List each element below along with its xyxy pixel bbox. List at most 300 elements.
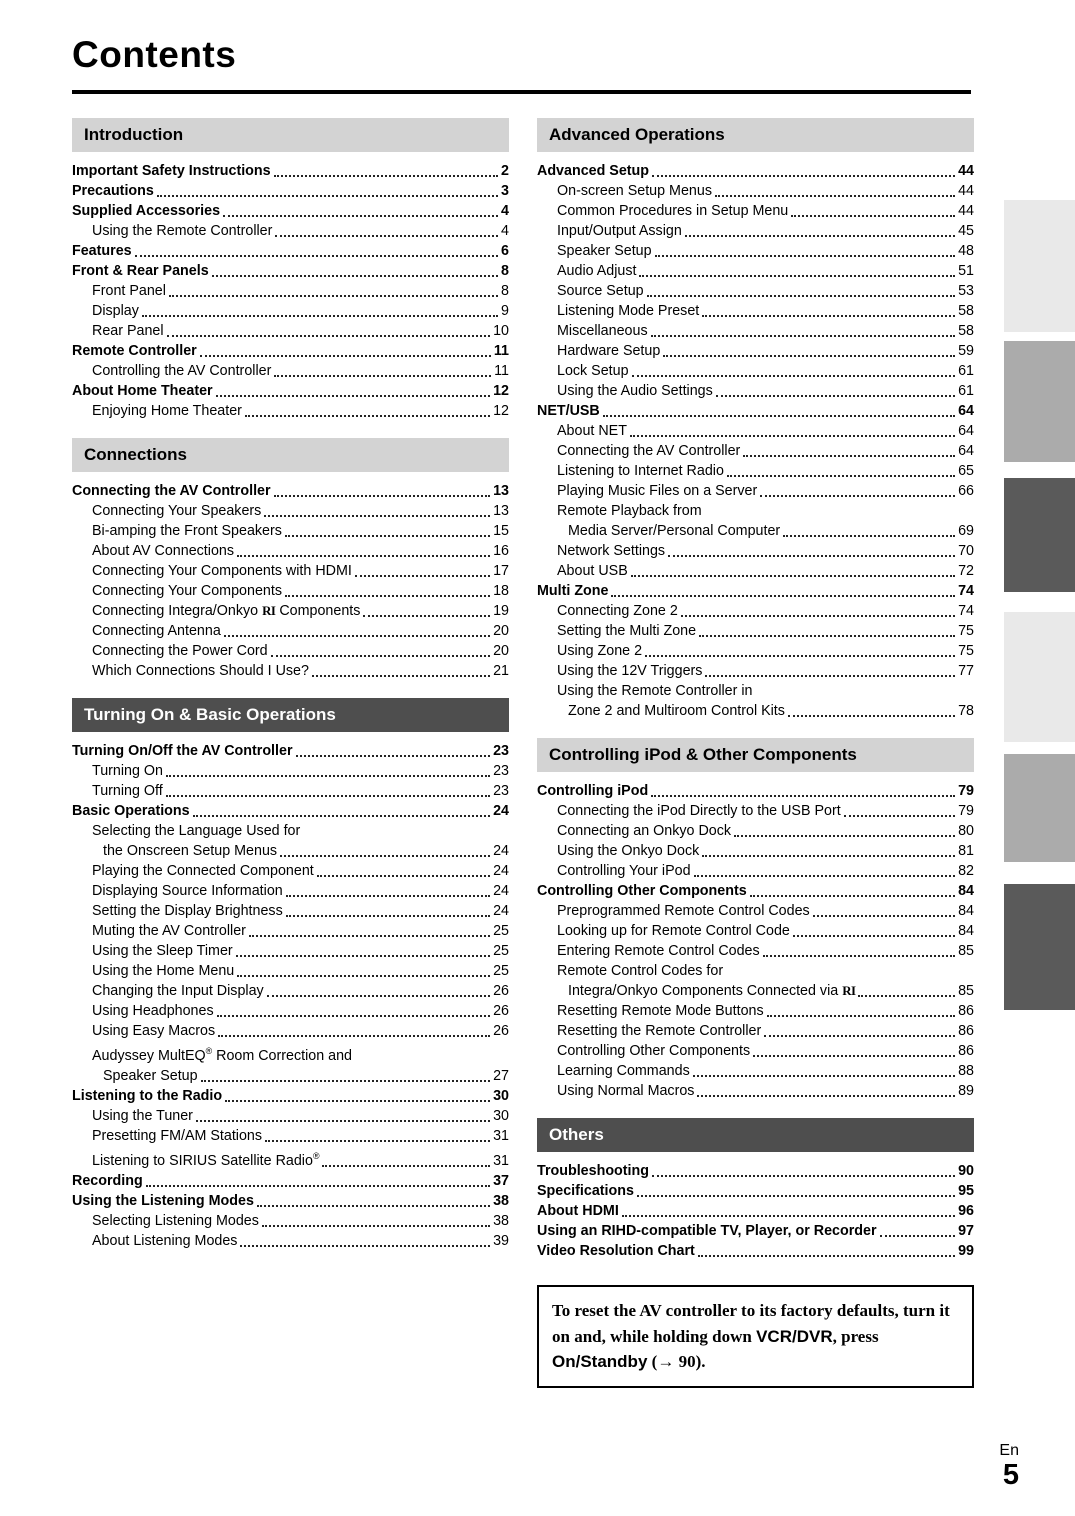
toc-entry-text: Important Safety Instructions: [72, 163, 271, 179]
toc-entry: [72, 341, 509, 361]
toc-entry: [72, 641, 509, 661]
toc-entry: [537, 1061, 974, 1081]
toc-entry-text: Connecting Your Components: [92, 583, 282, 599]
toc-entry: [537, 621, 974, 641]
toc-leader-dots: [363, 615, 490, 617]
toc-page-number: 24: [493, 863, 509, 879]
toc-entry: [537, 1041, 974, 1061]
toc-page-number: 10: [493, 323, 509, 339]
side-tab: [1004, 754, 1075, 862]
toc-page-number: 45: [958, 223, 974, 239]
toc-entry-text: Selecting Listening Modes: [92, 1212, 259, 1229]
toc-entry-text: Preprogrammed Remote Control Codes: [557, 903, 810, 919]
toc-entry-text: Listening to Internet Radio: [557, 463, 724, 479]
toc-page-number: 17: [493, 563, 509, 579]
toc-leader-dots: [880, 1235, 956, 1237]
toc-entry-text: Controlling iPod: [537, 783, 649, 799]
toc-leader-dots: [257, 1205, 490, 1207]
toc-page-number: 25: [493, 943, 509, 959]
toc-leader-dots: [697, 1095, 955, 1097]
toc-entry: [537, 601, 974, 621]
toc-leader-dots: [760, 495, 955, 497]
toc-entry-text: Multi Zone: [537, 583, 609, 599]
toc-entry: [537, 1081, 974, 1101]
toc-entry: [537, 481, 974, 501]
toc-entry-text: Speaker Setup: [557, 243, 652, 259]
toc-leader-dots: [699, 635, 955, 637]
toc-section: [537, 738, 974, 1101]
toc-page-number: 25: [493, 963, 509, 979]
toc-leader-dots: [734, 835, 955, 837]
toc-leader-dots: [274, 495, 491, 497]
toc-page-number: 3: [501, 183, 509, 199]
toc-entry-text: Precautions: [72, 183, 154, 199]
toc-leader-dots: [285, 535, 490, 537]
toc-entry: [72, 1231, 509, 1251]
toc-page-number: 23: [493, 743, 509, 759]
toc-entry: [72, 201, 509, 221]
toc-entry-text: the Onscreen Setup Menus: [103, 843, 278, 859]
toc-leader-dots: [262, 1225, 490, 1227]
toc-leader-dots: [264, 515, 490, 517]
toc-entry: [72, 961, 509, 981]
toc-leader-dots: [237, 555, 490, 557]
toc-leader-dots: [223, 215, 498, 217]
toc-page-number: 58: [958, 303, 974, 319]
toc-entry-text: Looking up for Remote Control Code: [557, 923, 790, 939]
toc-entry: [72, 561, 509, 581]
toc-entry: [72, 401, 509, 421]
toc-entry-text: Muting the AV Controller: [92, 923, 246, 939]
toc-entry: [72, 521, 509, 541]
toc-entry-text: Using Headphones: [92, 1003, 214, 1019]
toc-leader-dots: [218, 1035, 490, 1037]
toc-entry: [72, 1086, 509, 1106]
toc-leader-dots: [685, 235, 955, 237]
toc-entry: [72, 861, 509, 881]
toc-page-number: 84: [958, 923, 974, 939]
toc-leader-dots: [698, 1255, 955, 1257]
toc-entry-text: Turning On/Off the AV Controller: [72, 743, 293, 759]
toc-entry: [537, 261, 974, 281]
toc-leader-dots: [655, 255, 956, 257]
toc-page-number: 53: [958, 283, 974, 299]
toc-leader-dots: [249, 935, 490, 937]
toc-leader-dots: [793, 935, 955, 937]
note-text: To reset the AV controller to its factory defaults, turn it on and, while holding down: [552, 1301, 950, 1346]
toc-page-number: 24: [493, 843, 509, 859]
toc-leader-dots: [274, 175, 498, 177]
toc-leader-dots: [196, 1120, 490, 1122]
toc-entry: [72, 301, 509, 321]
toc-entry-text: About HDMI: [537, 1203, 619, 1219]
toc-entry: [72, 281, 509, 301]
toc-entry-text: Advanced Setup: [537, 163, 650, 179]
toc-leader-dots: [663, 355, 955, 357]
toc-entry: [72, 981, 509, 1001]
toc-page-number: 37: [493, 1172, 509, 1189]
toc-leader-dots: [296, 755, 491, 757]
note-text: , press: [832, 1326, 879, 1346]
toc-entry: [72, 841, 509, 861]
toc-page-number: 95: [958, 1183, 974, 1199]
toc-page-number: 39: [493, 1232, 509, 1249]
toc-page-number: 18: [493, 583, 509, 599]
toc-entry-text: Integra/Onkyo Components Connected via RI: [568, 983, 856, 999]
toc-page-number: 97: [958, 1223, 974, 1239]
toc-leader-dots: [142, 315, 498, 317]
toc-leader-dots: [267, 995, 490, 997]
toc-entry: [72, 581, 509, 601]
toc-page-number: 30: [493, 1087, 509, 1104]
toc-entry: [72, 901, 509, 921]
toc-page-number: 13: [493, 503, 509, 519]
toc-entry-wrap-line: Audyssey MultEQ® Room Correction and: [92, 1046, 353, 1064]
toc-section: [537, 118, 974, 721]
toc-entry: [537, 361, 974, 381]
toc-entry-wrap-line: Remote Control Codes for: [557, 963, 724, 979]
toc-entry: [72, 241, 509, 261]
toc-entry-text: Enjoying Home Theater: [92, 403, 242, 419]
toc-page-number: 11: [493, 343, 509, 359]
toc-leader-dots: [763, 955, 955, 957]
toc-page-number: 88: [958, 1063, 974, 1079]
section-header: Advanced Operations: [537, 118, 974, 152]
toc-page-number: 12: [493, 403, 509, 419]
toc-entry-text: Listening Mode Preset: [557, 303, 700, 319]
toc-page-number: 11: [494, 363, 509, 379]
toc-page-number: 24: [493, 803, 509, 819]
toc-leader-dots: [637, 1195, 955, 1197]
toc-entry-text: Common Procedures in Setup Menu: [557, 203, 789, 219]
toc-entry: [537, 981, 974, 1001]
toc-entry: [537, 641, 974, 661]
toc-entry: [72, 1021, 509, 1041]
toc-leader-dots: [224, 635, 490, 637]
toc-entry: [537, 181, 974, 201]
toc-page-number: 26: [493, 1003, 509, 1019]
toc-page-number: 26: [493, 983, 509, 999]
toc-entry: [72, 1146, 509, 1171]
toc-entry-text: Features: [72, 243, 132, 259]
section-header: Others: [537, 1118, 974, 1152]
toc-leader-dots: [767, 1015, 955, 1017]
toc-entry-text: Connecting an Onkyo Dock: [557, 823, 732, 839]
toc-page-number: 96: [958, 1203, 974, 1219]
toc-page-number: 51: [958, 263, 974, 279]
toc-entry: [72, 1211, 509, 1231]
toc-entry-text: Connecting Integra/Onkyo RI Components: [92, 603, 361, 619]
toc-entry: [72, 1001, 509, 1021]
toc-leader-dots: [727, 475, 955, 477]
toc-entry-text: Which Connections Should I Use?: [92, 663, 309, 679]
toc-page-number: 86: [958, 1023, 974, 1039]
toc-entry: [537, 881, 974, 901]
side-tab: [1004, 200, 1075, 332]
toc-page-number: 59: [958, 343, 974, 359]
toc-page-number: 75: [958, 623, 974, 639]
toc-entry-text: Zone 2 and Multiroom Control Kits: [568, 703, 785, 719]
toc-entry-text: Presetting FM/AM Stations: [92, 1127, 263, 1144]
toc-leader-dots: [639, 275, 955, 277]
note-button-label: VCR/DVR: [756, 1326, 833, 1346]
toc-page-number: 69: [958, 523, 974, 539]
side-tab: [1004, 612, 1075, 742]
toc-entry-text: About USB: [557, 563, 628, 579]
toc-entry: [537, 1201, 974, 1221]
toc-entry-text: Setting the Multi Zone: [557, 623, 697, 639]
toc-page-number: 74: [958, 603, 974, 619]
toc-leader-dots: [236, 955, 490, 957]
toc-leader-dots: [622, 1215, 955, 1217]
toc-page-number: 23: [493, 763, 509, 779]
toc-section: [537, 1118, 974, 1261]
page-footer: [999, 1442, 1019, 1490]
toc-entry-text: Connecting Your Components with HDMI: [92, 563, 352, 579]
toc-leader-dots: [611, 595, 955, 597]
toc-entry-text: Turning On: [92, 763, 163, 779]
toc-page-number: 24: [493, 903, 509, 919]
toc-entry-wrap-line: Remote Playback from: [557, 503, 702, 519]
toc-entry: [537, 1021, 974, 1041]
toc-entry-text: About Listening Modes: [92, 1232, 238, 1249]
toc-entry-text: Controlling Other Components: [557, 1043, 751, 1059]
toc-entry: [72, 941, 509, 961]
toc-page-number: 23: [493, 783, 509, 799]
toc-entry-text: Basic Operations: [72, 803, 190, 819]
toc-leader-dots: [240, 1245, 490, 1247]
note-button-label: On/Standby: [552, 1352, 648, 1371]
toc-page-number: 8: [501, 263, 509, 279]
toc-entry: [72, 881, 509, 901]
toc-entry: [72, 741, 509, 761]
toc-leader-dots: [285, 595, 490, 597]
toc-page-number: 86: [958, 1003, 974, 1019]
toc-page-number: 65: [958, 463, 974, 479]
toc-leader-dots: [668, 555, 955, 557]
toc-leader-dots: [694, 875, 956, 877]
toc-page-number: 9: [501, 303, 509, 319]
toc-page-number: 89: [958, 1083, 974, 1099]
toc-section: [72, 118, 509, 421]
toc-entry: [72, 161, 509, 181]
toc-page-number: 81: [958, 843, 974, 859]
toc-entry-text: Controlling Your iPod: [557, 863, 691, 879]
toc-entry: [72, 181, 509, 201]
toc-entry-text: NET/USB: [537, 403, 600, 419]
toc-entry-text: Troubleshooting: [537, 1163, 649, 1179]
toc-leader-dots: [743, 455, 955, 457]
toc-entry-text: Audio Adjust: [557, 263, 637, 279]
toc-entry: [537, 201, 974, 221]
section-header: Connections: [72, 438, 509, 472]
toc-leader-dots: [715, 195, 955, 197]
toc-leader-dots: [271, 655, 490, 657]
toc-entry-text: Displaying Source Information: [92, 883, 283, 899]
toc-entry-text: Connecting the AV Controller: [557, 443, 741, 459]
toc-page-number: 27: [493, 1067, 509, 1084]
toc-entry-text: Controlling the AV Controller: [92, 363, 272, 379]
toc-page-number: 99: [958, 1243, 974, 1259]
ri-logo: RI: [262, 604, 276, 618]
toc-entry-text: Connecting the AV Controller: [72, 483, 271, 499]
toc-entry: [537, 1161, 974, 1181]
toc-entry-text: Using the Tuner: [92, 1107, 193, 1124]
toc-page-number: 31: [493, 1127, 509, 1144]
toc-page-number: 12: [493, 383, 509, 399]
toc-entry-text: Using an RIHD-compatible TV, Player, or Recorder: [537, 1223, 877, 1239]
toc-leader-dots: [705, 675, 955, 677]
toc-entry-text: Using the Remote Controller: [92, 223, 273, 239]
toc-entry-text: Changing the Input Display: [92, 983, 264, 999]
toc-leader-dots: [322, 1165, 490, 1167]
toc-page-number: 64: [958, 403, 974, 419]
toc-entry: [537, 301, 974, 321]
toc-entry: [72, 761, 509, 781]
toc-leader-dots: [355, 575, 490, 577]
toc-leader-dots: [631, 575, 955, 577]
toc-entry: [537, 781, 974, 801]
toc-leader-dots: [146, 1185, 490, 1187]
toc-entry-text: Playing the Connected Component: [92, 863, 314, 879]
toc-entry: [72, 1106, 509, 1126]
toc-page-number: 31: [493, 1152, 509, 1169]
toc-page-number: 38: [493, 1192, 509, 1209]
toc-entry-text: Connecting the iPod Directly to the USB Port: [557, 803, 841, 819]
toc-column-right: [537, 118, 974, 1388]
toc-page-number: 61: [958, 363, 974, 379]
toc-leader-dots: [286, 915, 490, 917]
toc-entry: [537, 221, 974, 241]
toc-page-number: 82: [958, 863, 974, 879]
toc-page-number: 25: [493, 923, 509, 939]
toc-page-number: 61: [958, 383, 974, 399]
toc-leader-dots: [193, 815, 491, 817]
toc-entry-text: Remote Controller: [72, 343, 197, 359]
toc-entry-text: Front & Rear Panels: [72, 263, 209, 279]
toc-page-number: 16: [493, 543, 509, 559]
toc-entry-text: Connecting Your Speakers: [92, 503, 262, 519]
toc-entry-text: Using Zone 2: [557, 643, 643, 659]
toc-entry-text: Controlling Other Components: [537, 883, 747, 899]
toc-entry: [72, 501, 509, 521]
toc-leader-dots: [783, 535, 955, 537]
toc-leader-dots: [652, 175, 955, 177]
toc-entry-text: Resetting the Remote Controller: [557, 1023, 762, 1039]
toc-entry: [72, 781, 509, 801]
toc-leader-dots: [844, 815, 955, 817]
toc-page-number: 38: [493, 1212, 509, 1229]
toc-entry-text: Listening to SIRIUS Satellite Radio®: [92, 1150, 320, 1169]
toc-page-number: 30: [493, 1107, 509, 1124]
toc-entry: [72, 261, 509, 281]
toc-entry: [537, 281, 974, 301]
toc-leader-dots: [312, 675, 490, 677]
toc-entry: [537, 541, 974, 561]
toc-page-number: 66: [958, 483, 974, 499]
footer-language: En: [999, 1441, 1019, 1459]
toc-leader-dots: [652, 1175, 955, 1177]
toc-page-number: 78: [958, 703, 974, 719]
toc-page-number: 86: [958, 1043, 974, 1059]
section-header: Introduction: [72, 118, 509, 152]
side-tab: [1004, 884, 1075, 1010]
toc-leader-dots: [286, 895, 490, 897]
toc-page-number: 84: [958, 883, 974, 899]
toc-entry-text: About NET: [557, 423, 627, 439]
toc-page-number: 64: [958, 423, 974, 439]
toc-page-number: 79: [958, 803, 974, 819]
toc-entry: [537, 441, 974, 461]
toc-leader-dots: [317, 875, 490, 877]
note-text: (→ 90).: [647, 1352, 706, 1371]
toc-leader-dots: [280, 855, 490, 857]
toc-entry: [537, 1001, 974, 1021]
note-box: [537, 1285, 974, 1388]
toc-entry-text: Resetting Remote Mode Buttons: [557, 1003, 764, 1019]
toc-entry: [72, 321, 509, 341]
toc-entry-wrap-line: Using the Remote Controller in: [557, 683, 753, 699]
toc-entry: [537, 901, 974, 921]
toc-leader-dots: [858, 995, 955, 997]
toc-entry: [537, 581, 974, 601]
toc-entry-text: Source Setup: [557, 283, 644, 299]
toc-entry: [537, 941, 974, 961]
toc-entry-text: Hardware Setup: [557, 343, 661, 359]
toc-page-number: 8: [501, 283, 509, 299]
toc-page-number: 21: [493, 663, 509, 679]
toc-page-number: 85: [958, 983, 974, 999]
toc-page-number: 2: [501, 163, 509, 179]
toc-page-number: 4: [501, 223, 509, 239]
toc-leader-dots: [645, 655, 955, 657]
toc-entry: [537, 321, 974, 341]
toc-entry: [537, 861, 974, 881]
toc-entry: [72, 361, 509, 381]
toc-page-number: 70: [958, 543, 974, 559]
toc-entry: [72, 381, 509, 401]
toc-entry-text: Using Easy Macros: [92, 1023, 216, 1039]
toc-entry-text: Connecting Zone 2: [557, 603, 678, 619]
title-rule: [72, 90, 971, 94]
toc-entry-text: Using the 12V Triggers: [557, 663, 703, 679]
toc-entry: [72, 481, 509, 501]
toc-page-number: 84: [958, 903, 974, 919]
toc-leader-dots: [275, 235, 498, 237]
toc-page-number: 44: [958, 183, 974, 199]
section-header: Turning On & Basic Operations: [72, 698, 509, 732]
toc-leader-dots: [216, 395, 490, 397]
page-title: Contents: [72, 34, 237, 75]
toc-entry: [537, 1241, 974, 1261]
ri-logo: RI: [842, 984, 856, 998]
toc-entry: [72, 541, 509, 561]
toc-entry-text: Turning Off: [92, 783, 163, 799]
toc-page-number: 77: [958, 663, 974, 679]
toc-leader-dots: [212, 275, 498, 277]
toc-entry-text: Lock Setup: [557, 363, 629, 379]
toc-page-number: 20: [493, 623, 509, 639]
toc-entry-text: About AV Connections: [92, 543, 235, 559]
toc-entry-text: Using the Onkyo Dock: [557, 843, 700, 859]
toc-leader-dots: [651, 335, 956, 337]
toc-leader-dots: [157, 195, 498, 197]
toc-leader-dots: [788, 715, 955, 717]
toc-page-number: 72: [958, 563, 974, 579]
toc-column-left: [72, 118, 509, 1255]
toc-entry-text: Using the Sleep Timer: [92, 943, 233, 959]
toc-entry-text: Using the Listening Modes: [72, 1192, 254, 1209]
